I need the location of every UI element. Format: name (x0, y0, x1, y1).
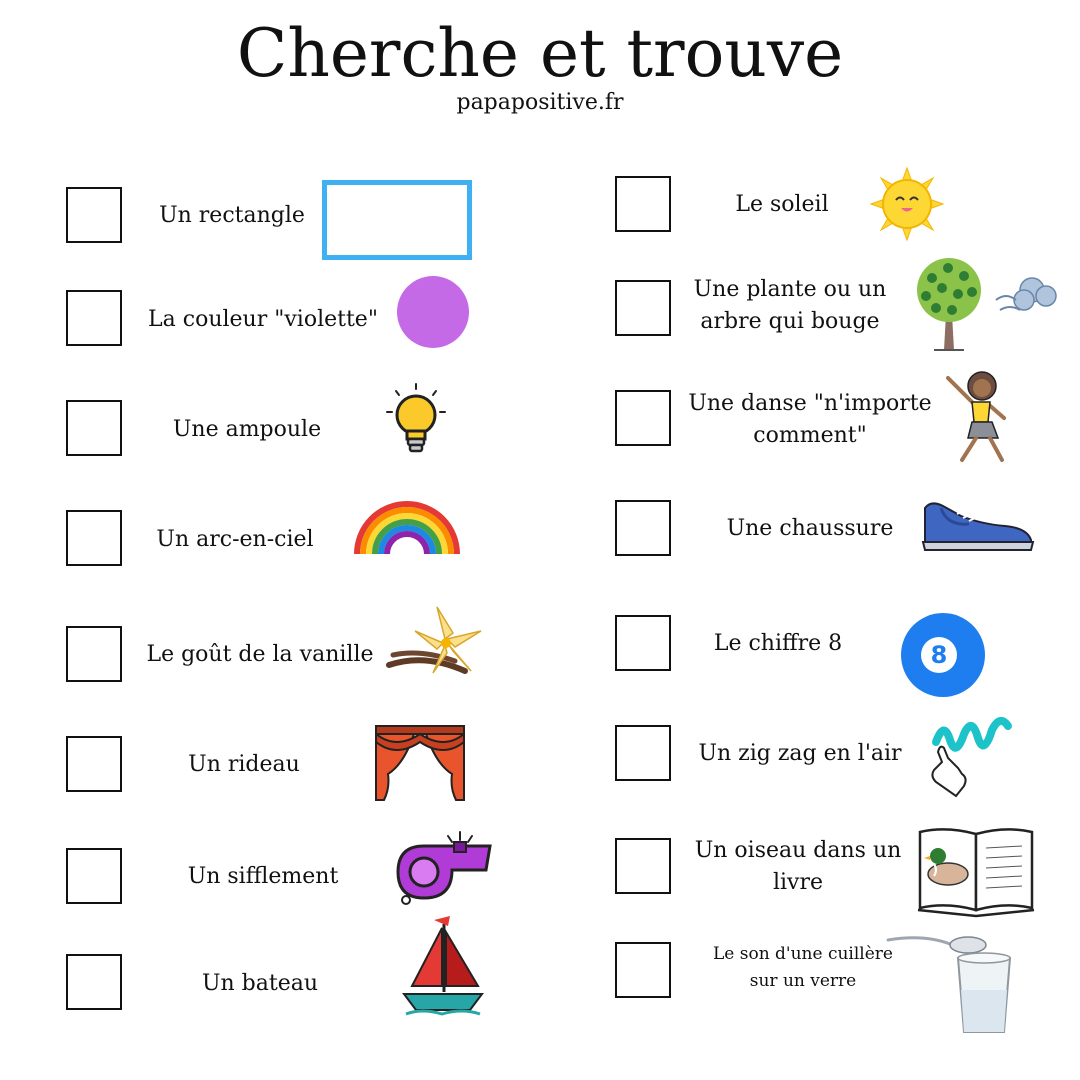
checkbox-eight[interactable] (615, 615, 671, 671)
checkbox-lightbulb[interactable] (66, 400, 122, 456)
item-label-spoon-glass-line2: sur un verre (749, 971, 857, 991)
vanilla-flower-icon (385, 605, 485, 679)
zigzag-hand-icon (928, 712, 1014, 798)
checkbox-spoon-glass[interactable] (615, 942, 671, 998)
dancer-icon (944, 368, 1010, 464)
item-label-vanilla: Le goût de la vanille (146, 642, 374, 667)
item-label-dance-line1: Une danse "n'importe (688, 391, 932, 416)
item-label-rectangle: Un rectangle (159, 203, 305, 228)
item-label-bird-book-line1: Un oiseau dans un (694, 838, 902, 863)
checkbox-rectangle[interactable] (66, 187, 122, 243)
item-label-lightbulb: Une ampoule (172, 417, 322, 442)
eight-ball-digit: 8 (930, 641, 948, 669)
sun-icon (871, 168, 943, 240)
sailboat-icon (402, 914, 484, 1016)
checkbox-curtain[interactable] (66, 736, 122, 792)
shoe-icon (921, 498, 1035, 554)
item-label-whistle: Un sifflement (187, 864, 339, 889)
violet-circle-icon (397, 276, 469, 348)
page-title: Cherche et trouve (236, 15, 844, 92)
lightbulb-icon (384, 382, 448, 456)
rectangle-icon (322, 180, 472, 260)
tree-wind-icon (906, 254, 1066, 352)
checkbox-shoe[interactable] (615, 500, 671, 556)
item-label-shoe: Une chaussure (726, 516, 894, 541)
bird-book-icon (916, 824, 1038, 916)
item-label-bird-book-line2: livre (772, 870, 824, 895)
rainbow-icon (352, 500, 462, 554)
checkbox-rainbow[interactable] (66, 510, 122, 566)
item-label-eight: Le chiffre 8 (713, 631, 843, 656)
checkbox-whistle[interactable] (66, 848, 122, 904)
item-label-rainbow: Un arc-en-ciel (156, 527, 314, 552)
checkbox-dance[interactable] (615, 390, 671, 446)
item-label-zigzag: Un zig zag en l'air (698, 741, 902, 766)
checkbox-violet[interactable] (66, 290, 122, 346)
item-label-boat: Un bateau (201, 971, 319, 996)
page-subtitle: papapositive.fr (456, 90, 624, 115)
checkbox-bird-book[interactable] (615, 838, 671, 894)
item-label-tree-line1: Une plante ou un (693, 277, 887, 302)
item-label-tree-line2: arbre qui bouge (700, 309, 880, 334)
whistle-icon (394, 828, 494, 906)
checkbox-sun[interactable] (615, 176, 671, 232)
checkbox-zigzag[interactable] (615, 725, 671, 781)
spoon-glass-icon (884, 932, 1014, 1036)
item-label-violet: La couleur "violette" (148, 307, 378, 332)
checkbox-vanilla[interactable] (66, 626, 122, 682)
curtain-icon (374, 724, 466, 802)
checkbox-boat[interactable] (66, 954, 122, 1010)
item-label-sun: Le soleil (735, 192, 829, 217)
checkbox-tree[interactable] (615, 280, 671, 336)
item-label-dance-line2: comment" (753, 423, 867, 448)
item-label-spoon-glass-line1: Le son d'une cuillère (712, 944, 893, 964)
item-label-curtain: Un rideau (188, 752, 300, 777)
